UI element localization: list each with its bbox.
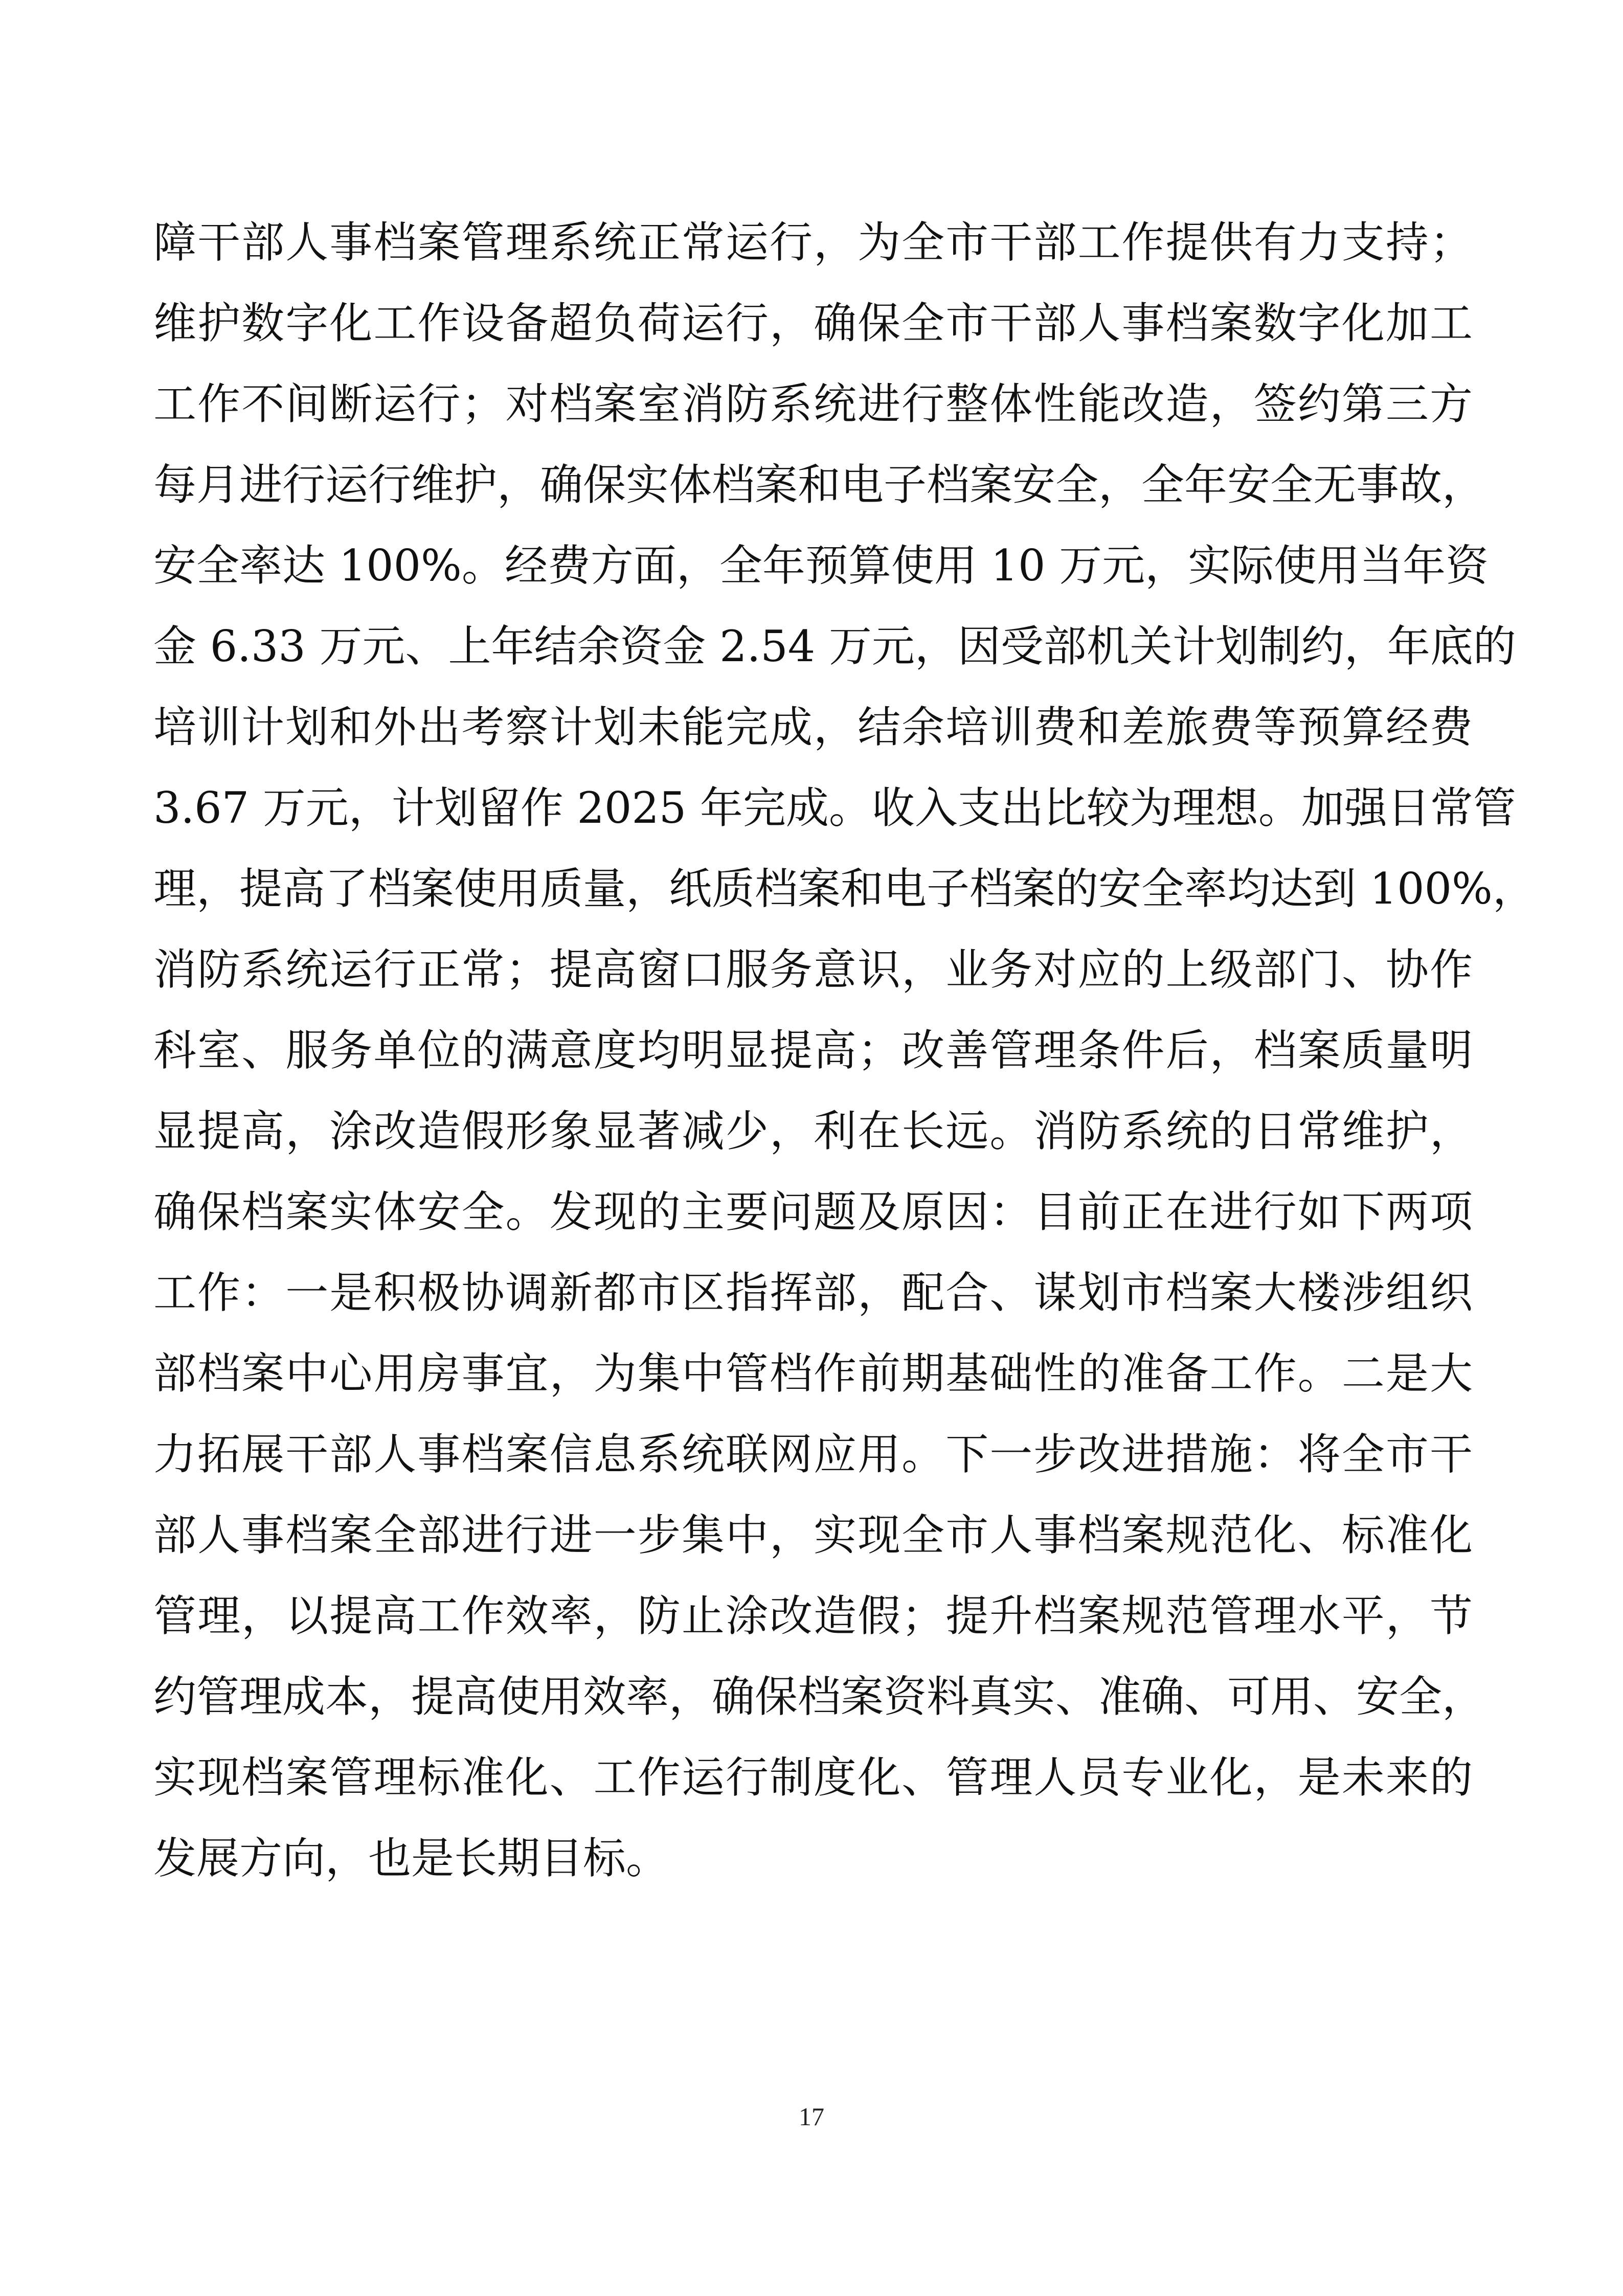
text-line: 维护数字化工作设备超负荷运行，确保全市干部人事档案数字化加工 xyxy=(153,298,1473,348)
text-line: 部档案中心用房事宜，为集中管档作前期基础性的准备工作。二是大 xyxy=(153,1348,1473,1399)
text-line: 工作：一是积极协调新都市区指挥部，配合、谋划市档案大楼涉组织 xyxy=(153,1268,1473,1318)
text-line: 约管理成本，提高使用效率，确保档案资料真实、准确、可用、安全， xyxy=(153,1672,1485,1722)
text-line: 确保档案实体安全。发现的主要问题及原因：目前正在进行如下两项 xyxy=(153,1187,1473,1237)
text-line: 工作不间断运行；对档案室消防系统进行整体性能改造，签约第三方 xyxy=(153,379,1473,429)
text-line: 显提高，涂改造假形象显著减少，利在长远。消防系统的日常维护， xyxy=(153,1106,1473,1156)
text-line: 每月进行运行维护，确保实体档案和电子档案安全，全年安全无事故， xyxy=(153,460,1485,510)
text-line: 3.67 万元，计划留作 2025 年完成。收入支出比较为理想。加强日常管 xyxy=(153,783,1516,833)
text-line: 部人事档案全部进行进一步集中，实现全市人事档案规范化、标准化 xyxy=(153,1510,1473,1560)
text-line: 培训计划和外出考察计划未能完成，结余培训费和差旅费等预算经费 xyxy=(153,702,1473,752)
text-line: 力拓展干部人事档案信息系统联网应用。下一步改进措施：将全市干 xyxy=(153,1429,1473,1479)
text-line: 安全率达 100%。经费方面，全年预算使用 10 万元，实际使用当年资 xyxy=(153,541,1489,591)
text-line-last: 发展方向，也是长期目标。 xyxy=(153,1833,669,1883)
text-line: 科室、服务单位的满意度均明显提高；改善管理条件后，档案质量明 xyxy=(153,1025,1473,1075)
text-line: 消防系统运行正常；提高窗口服务意识，业务对应的上级部门、协作 xyxy=(153,944,1473,995)
body-paragraph xyxy=(153,202,1536,1899)
text-line: 金 6.33 万元、上年结余资金 2.54 万元，因受部机关计划制约，年底的 xyxy=(153,621,1516,671)
text-line: 实现档案管理标准化、工作运行制度化、管理人员专业化，是未来的 xyxy=(153,1752,1473,1803)
text-line: 理，提高了档案使用质量，纸质档案和电子档案的安全率均达到 100%， xyxy=(153,864,1536,914)
page-number: 17 xyxy=(799,2102,824,2131)
text-line: 管理，以提高工作效率，防止涂改造假；提升档案规范管理水平，节 xyxy=(153,1591,1473,1641)
text-line: 障干部人事档案管理系统正常运行，为全市干部工作提供有力支持； xyxy=(153,217,1473,267)
